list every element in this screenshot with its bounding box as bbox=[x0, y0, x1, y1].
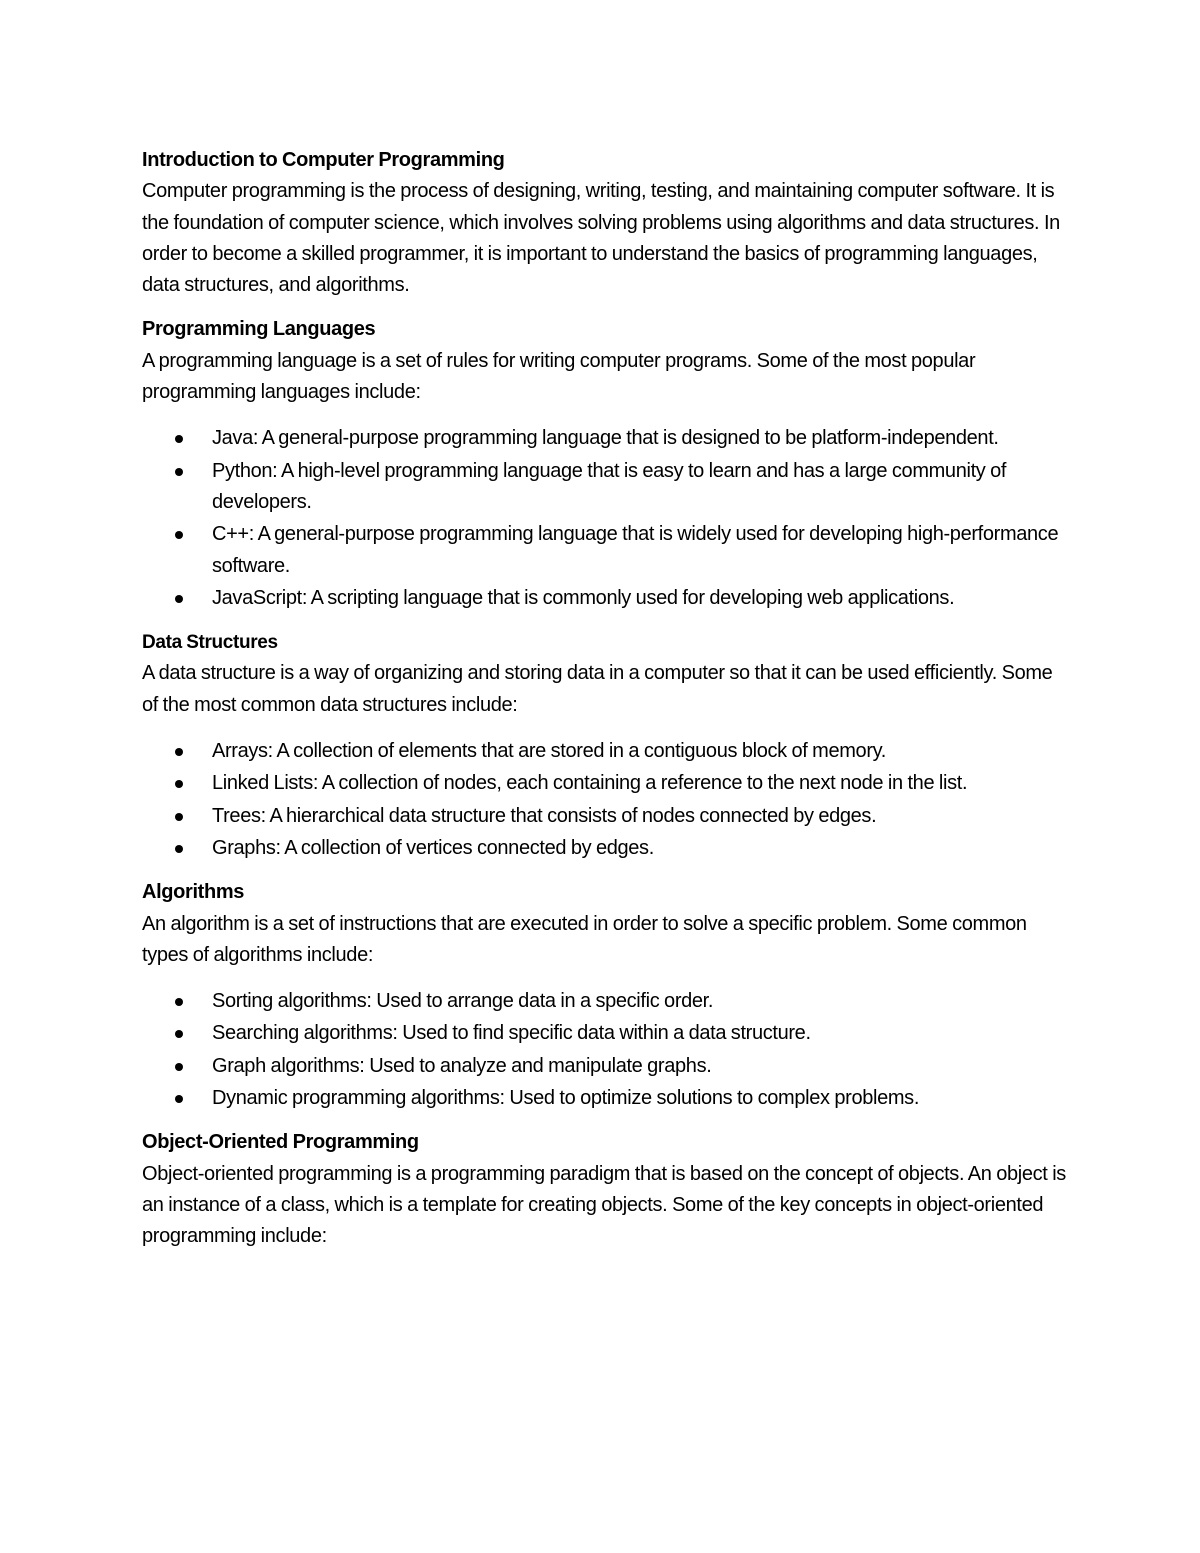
list-item-text: Graphs: A collection of vertices connected by edges. bbox=[212, 836, 654, 859]
section-algorithms bbox=[142, 877, 1072, 1114]
list-item bbox=[212, 833, 1072, 864]
bullet-icon bbox=[175, 998, 183, 1006]
list-item bbox=[212, 456, 1072, 519]
bullet-icon bbox=[175, 435, 183, 443]
list-item bbox=[212, 768, 1072, 799]
bullet-icon bbox=[175, 595, 183, 603]
list-algorithms bbox=[142, 986, 1072, 1114]
paragraph-programming-languages: A programming language is a set of rules for writing computer programs. Some of the most popular programming languages include: bbox=[142, 349, 976, 404]
list-item-text: Searching algorithms: Used to find specific data within a data structure. bbox=[212, 1022, 811, 1045]
paragraph-object-oriented-programming: Object-oriented programming is a programming paradigm that is based on the concept of objects. An object is an instance of a class, which is a template for creating objects. Some of the key concepts in object-oriented programming include: bbox=[142, 1162, 1066, 1248]
paragraph-algorithms: An algorithm is a set of instructions that are executed in order to solve a specific problem. Some common types of algorithms include: bbox=[142, 912, 1027, 966]
list-item bbox=[212, 519, 1072, 582]
bullet-icon bbox=[175, 813, 183, 821]
bullet-icon bbox=[175, 780, 183, 788]
list-item bbox=[212, 1083, 1072, 1114]
list-item-text: Arrays: A collection of elements that are stored in a contiguous block of memory. bbox=[212, 740, 887, 763]
bullet-icon bbox=[175, 1030, 183, 1038]
bullet-icon bbox=[175, 845, 183, 853]
list-item-text: Python: A high-level programming language that is easy to learn and has a large community of developers. bbox=[212, 459, 1007, 513]
list-item bbox=[212, 736, 1072, 767]
list-item bbox=[212, 1051, 1072, 1082]
section-object-oriented-programming bbox=[142, 1127, 1072, 1252]
heading-introduction: Introduction to Computer Programming bbox=[142, 149, 505, 171]
bullet-icon bbox=[175, 468, 183, 476]
list-item-text: Trees: A hierarchical data structure that consists of nodes connected by edges. bbox=[212, 804, 877, 827]
bullet-icon bbox=[175, 1095, 183, 1103]
list-item-text: C++: A general-purpose programming language that is widely used for developing high-performance software. bbox=[212, 523, 1059, 577]
paragraph-introduction: Computer programming is the process of designing, writing, testing, and maintaining computer software. It is the foundation of computer science, which involves solving problems using algorithms and data structures. In order to become a skilled programmer, it is important to understand the basics of programming languages, data structures, and algorithms. bbox=[142, 180, 1060, 297]
list-item bbox=[212, 986, 1072, 1017]
bullet-icon bbox=[175, 1063, 183, 1071]
bullet-icon bbox=[175, 531, 183, 539]
list-data-structures bbox=[142, 736, 1072, 864]
list-item bbox=[212, 423, 1072, 454]
document-body bbox=[142, 145, 1072, 1253]
section-programming-languages bbox=[142, 314, 1072, 614]
paragraph-data-structures: A data structure is a way of organizing and storing data in a computer so that it can be used efficiently. Some of the most common data structures include: bbox=[142, 662, 1053, 716]
list-item-text: JavaScript: A scripting language that is commonly used for developing web applications. bbox=[212, 586, 955, 609]
list-programming-languages bbox=[142, 423, 1072, 614]
list-item-text: Sorting algorithms: Used to arrange data in a specific order. bbox=[212, 990, 714, 1013]
heading-data-structures: Data Structures bbox=[142, 632, 278, 654]
list-item bbox=[212, 583, 1072, 614]
heading-programming-languages: Programming Languages bbox=[142, 318, 376, 341]
list-item-text: Graph algorithms: Used to analyze and manipulate graphs. bbox=[212, 1054, 712, 1077]
list-item bbox=[212, 801, 1072, 832]
section-data-structures bbox=[142, 627, 1072, 864]
list-item-text: Dynamic programming algorithms: Used to optimize solutions to complex problems. bbox=[212, 1087, 920, 1110]
section-introduction bbox=[142, 145, 1072, 301]
heading-algorithms: Algorithms bbox=[142, 881, 245, 904]
list-item-text: Linked Lists: A collection of nodes, each containing a reference to the next node in the list. bbox=[212, 772, 968, 795]
heading-object-oriented-programming: Object-Oriented Programming bbox=[142, 1131, 419, 1154]
list-item bbox=[212, 1018, 1072, 1049]
bullet-icon bbox=[175, 748, 183, 756]
list-item-text: Java: A general-purpose programming language that is designed to be platform-independent. bbox=[212, 427, 999, 450]
